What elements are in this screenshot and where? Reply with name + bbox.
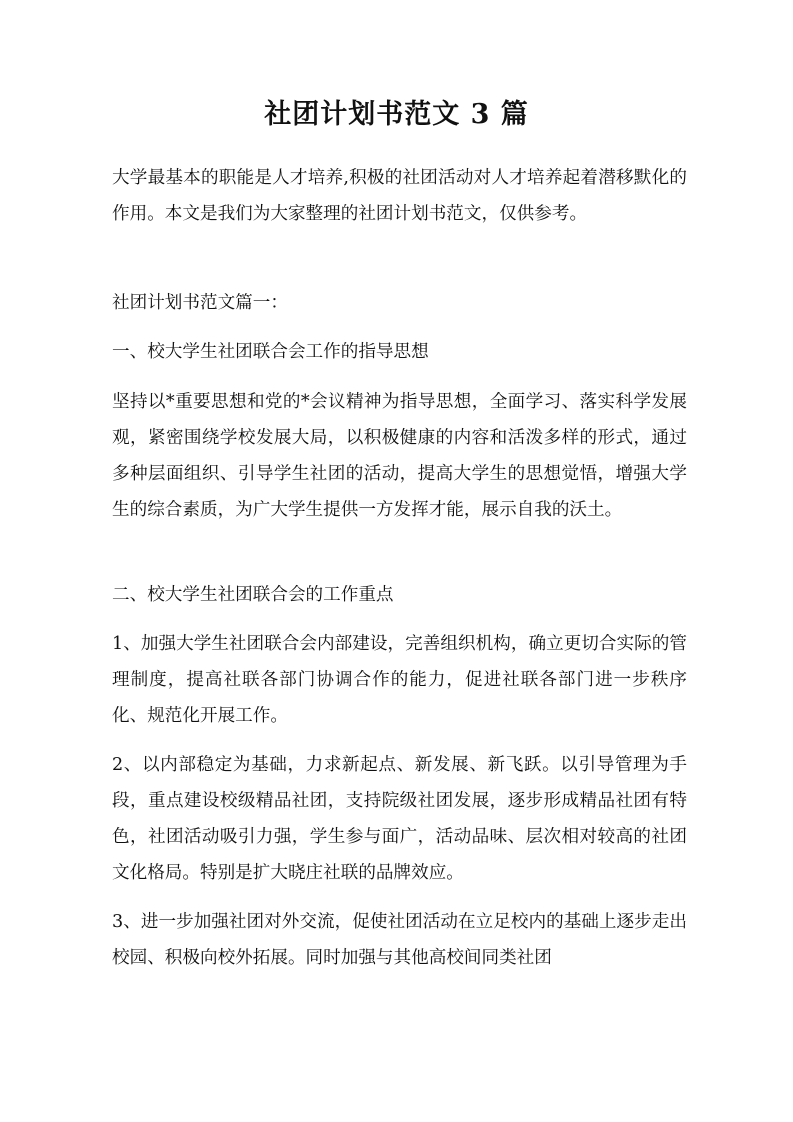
heading-guiding-ideology: 一、校大学生社团联合会工作的指导思想 <box>112 342 429 362</box>
paragraph-focus-item-2: 2、以内部稳定为基础，力求新起点、新发展、新飞跃。以引导管理为手段，重点建设校级精品社团，支持院级社团发展，逐步形成精品社团有特色，社团活动吸引力强，学生参与面广，活动品味、层次相对较高的社团文化格局。特别是扩大晓庄社联的品牌效应。 <box>112 755 687 883</box>
intro-paragraph: 大学最基本的职能是人才培养,积极的社团活动对人才培养起着潜移默化的作用。本文是我们为大家整理的社团计划书范文，仅供参考。 <box>112 168 687 224</box>
paragraph-focus-item-1: 1、加强大学生社团联合会内部建设，完善组织机构，确立更切合实际的管理制度，提高社联各部门协调合作的能力，促进社联各部门进一步秩序化、规范化开展工作。 <box>112 634 687 726</box>
paragraph-guiding-ideology: 坚持以*重要思想和党的*会议精神为指导思想，全面学习、落实科学发展观，紧密围绕学校发展大局，以积极健康的内容和活泼多样的形式，通过多种层面组织、引导学生社团的活动，提高大学生的思想觉悟，增强大学生的综合素质，为广大学生提供一方发挥才能，展示自我的沃土。 <box>112 392 687 520</box>
heading-work-focus: 二、校大学生社团联合会的工作重点 <box>112 585 394 605</box>
section-heading-part-one: 社团计划书范文篇一： <box>112 293 288 313</box>
document-title: 社团计划书范文 3 篇 <box>264 99 529 130</box>
paragraph-focus-item-3: 3、进一步加强社团对外交流，促使社团活动在立足校内的基础上逐步走出校园、积极向校外拓展。同时加强与其他高校间同类社团 <box>112 912 687 968</box>
